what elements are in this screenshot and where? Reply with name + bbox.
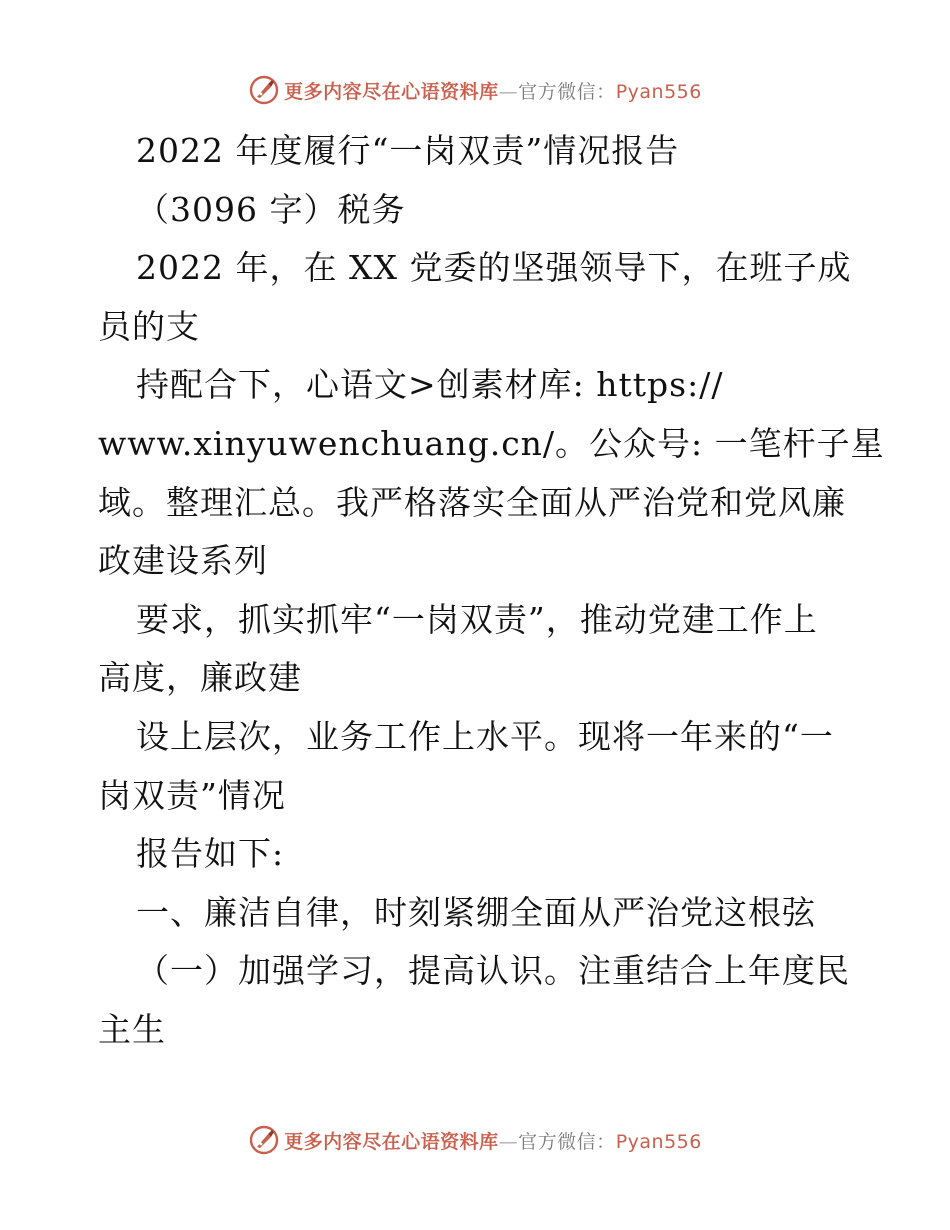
document-line: 高度，廉政建 xyxy=(98,658,302,698)
document-line: 岗双责”情况 xyxy=(98,775,286,815)
document-line: （3096 字）税务 xyxy=(136,189,406,229)
watermark-wechat-label: 官方微信： xyxy=(518,80,616,103)
watermark-wechat-id: Pyan556 xyxy=(615,80,702,103)
pen-nib-logo-icon xyxy=(248,1124,280,1156)
watermark-wechat-label: 官方微信： xyxy=(518,1130,616,1153)
pen-nib-logo-icon xyxy=(248,74,280,106)
document-line: 员的支 xyxy=(98,306,200,346)
document-line: 要求，抓实抓牢“一岗双责”，推动党建工作上 xyxy=(136,599,818,639)
watermark-wechat-id: Pyan556 xyxy=(615,1130,702,1153)
watermark-text xyxy=(284,1127,702,1154)
document-line: 报告如下: xyxy=(136,834,285,874)
document-line: 一、廉洁自律，时刻紧绷全面从严治党这根弦 xyxy=(136,892,816,932)
document-line: （一）加强学习，提高认识。注重结合上年度民 xyxy=(136,951,850,991)
document-line: 2022 年，在 XX 党委的坚强领导下，在班子成 xyxy=(136,248,852,288)
document-line: 主生 xyxy=(98,1009,166,1049)
document-line: www.xinyuwenchuang.cn/。公众号: 一笔杆子星 xyxy=(98,423,885,463)
watermark-separator: — xyxy=(498,1130,519,1153)
watermark-site-text: 更多内容尽在心语资料库 xyxy=(284,80,499,103)
watermark-text xyxy=(284,77,702,104)
watermark-header xyxy=(0,70,950,110)
document-line: 设上层次，业务工作上水平。现将一年来的“一 xyxy=(136,716,834,756)
document-line: 域。整理汇总。我严格落实全面从严治党和党风廉 xyxy=(98,482,846,522)
document-line: 2022 年度履行“一岗双责”情况报告 xyxy=(136,131,680,170)
document-body xyxy=(98,122,885,1060)
watermark-site-text: 更多内容尽在心语资料库 xyxy=(284,1130,499,1153)
document-line: 持配合下，心语文>创素材库: https:// xyxy=(136,365,724,405)
watermark-footer xyxy=(0,1120,950,1160)
document-line: 政建设系列 xyxy=(98,541,268,581)
watermark-separator: — xyxy=(498,80,519,103)
